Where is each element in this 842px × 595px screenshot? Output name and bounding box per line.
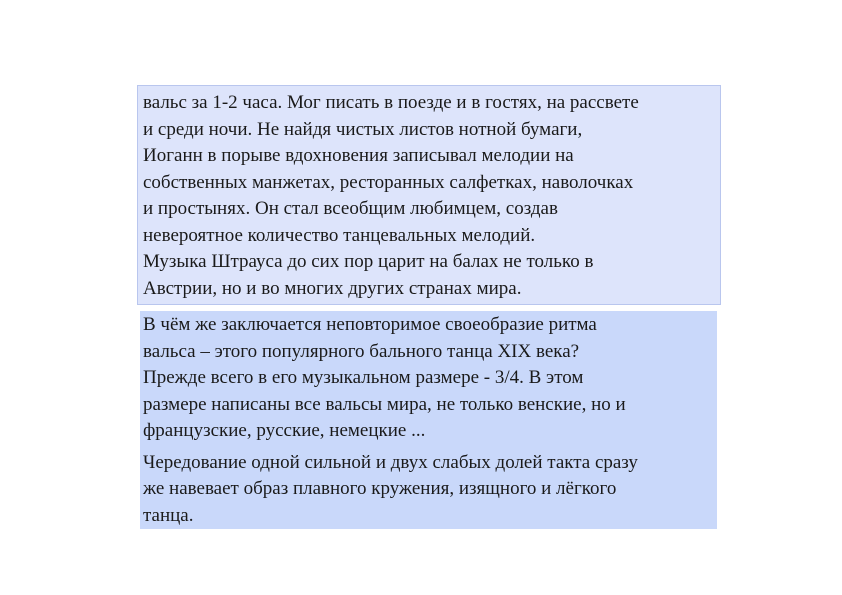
- text-line: танца.: [143, 504, 194, 526]
- text-box-strauss: [137, 85, 721, 305]
- text-line: Чередование одной сильной и двух слабых долей такта сразу: [143, 451, 638, 473]
- text-box-waltz-rhythm: [140, 311, 717, 529]
- text-line: вальс за 1-2 часа. Мог писать в поезде и в гостях, на рассвете: [143, 92, 639, 113]
- text-line: французские, русские, немецкие ...: [143, 420, 426, 441]
- text-line: невероятное количество танцевальных мелодий.: [143, 224, 536, 246]
- paragraph-rhythm: [143, 312, 714, 445]
- paragraph: [143, 90, 715, 302]
- text-line: собственных манжетах, ресторанных салфетках, наволочках: [143, 171, 634, 193]
- text-line: Музыка Штрауса до сих пор царит на балах не только в: [143, 251, 594, 272]
- text-line: вальса – этого популярного бального танца XIX века?: [143, 340, 580, 362]
- text-line: Прежде всего в его музыкальном размере - 3/4. В этом: [143, 367, 584, 388]
- text-line: Иоганн в порыве вдохновения записывал мелодии на: [143, 145, 574, 166]
- text-line: В чём же заключается неповторимое своеобразие ритма: [143, 314, 597, 335]
- text-line: и среди ночи. Не найдя чистых листов нотной бумаги,: [143, 118, 583, 140]
- text-line: же навевает образ плавного кружения, изящного и лёгкого: [143, 478, 617, 499]
- paragraph-beats: [143, 450, 714, 530]
- text-line: и простынях. Он стал всеобщим любимцем, создав: [143, 198, 558, 219]
- text-line: Австрии, но и во многих других странах мира.: [143, 277, 522, 299]
- text-line: размере написаны все вальсы мира, не только венские, но и: [143, 393, 626, 415]
